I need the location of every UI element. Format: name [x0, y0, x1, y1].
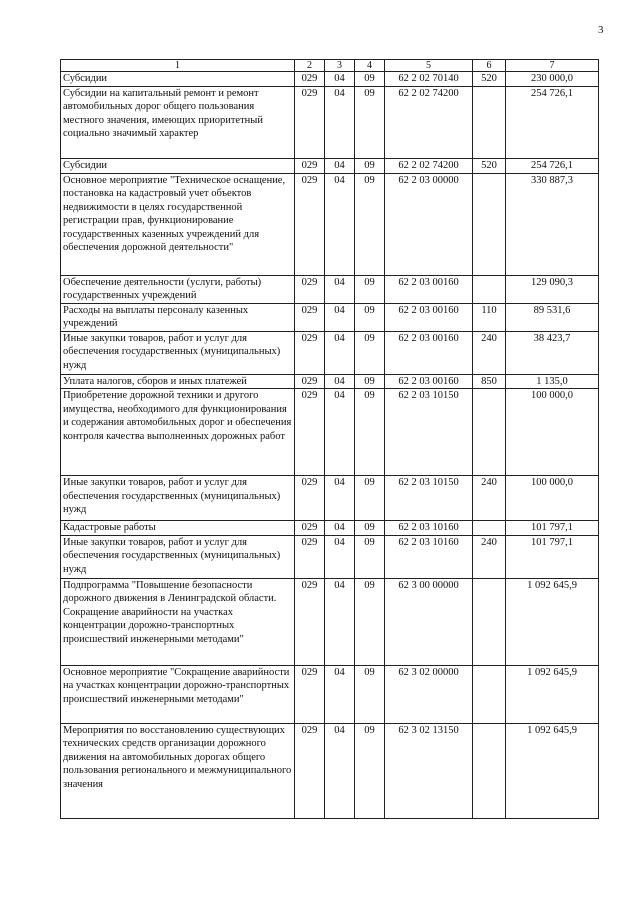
- row-rz: 04: [325, 86, 355, 158]
- row-sum: 89 531,6: [506, 303, 599, 331]
- row-sum: 1 135,0: [506, 374, 599, 389]
- row-gr: 029: [295, 521, 325, 536]
- row-rz: 04: [325, 303, 355, 331]
- column-header: 2: [295, 60, 325, 72]
- row-gr: 029: [295, 158, 325, 173]
- row-pr: 09: [355, 723, 385, 818]
- row-rz: 04: [325, 535, 355, 578]
- row-vr: 240: [473, 535, 506, 578]
- table-row: [61, 173, 599, 275]
- row-csr: 62 2 03 10160: [385, 521, 473, 536]
- table-row: [61, 476, 599, 521]
- column-header: 7: [506, 60, 599, 72]
- row-vr: 240: [473, 476, 506, 521]
- row-name: Субсидии: [61, 158, 295, 173]
- row-vr: 520: [473, 158, 506, 173]
- row-rz: 04: [325, 331, 355, 374]
- row-pr: 09: [355, 275, 385, 303]
- row-name: Субсидии: [61, 72, 295, 87]
- row-sum: 101 797,1: [506, 535, 599, 578]
- column-header: 5: [385, 60, 473, 72]
- row-pr: 09: [355, 86, 385, 158]
- row-vr: [473, 275, 506, 303]
- row-pr: 09: [355, 72, 385, 87]
- row-gr: 029: [295, 86, 325, 158]
- row-rz: 04: [325, 578, 355, 665]
- row-vr: [473, 578, 506, 665]
- row-vr: 850: [473, 374, 506, 389]
- row-pr: 09: [355, 158, 385, 173]
- row-vr: [473, 521, 506, 536]
- table-row: [61, 389, 599, 476]
- column-header: 3: [325, 60, 355, 72]
- row-sum: 254 726,1: [506, 158, 599, 173]
- column-header: 1: [61, 60, 295, 72]
- row-name: Приобретение дорожной техники и другого имущества, необходимого для функционирования и содержания автомобильных дорог и обеспечения контроля качества выполненных дорожных работ: [61, 389, 295, 476]
- row-csr: 62 3 02 13150: [385, 723, 473, 818]
- row-pr: 09: [355, 303, 385, 331]
- row-sum: 230 000,0: [506, 72, 599, 87]
- row-sum: 38 423,7: [506, 331, 599, 374]
- row-gr: 029: [295, 303, 325, 331]
- row-sum: 100 000,0: [506, 476, 599, 521]
- table-row: [61, 374, 599, 389]
- row-vr: 240: [473, 331, 506, 374]
- row-pr: 09: [355, 535, 385, 578]
- row-vr: [473, 389, 506, 476]
- row-rz: 04: [325, 173, 355, 275]
- row-name: Мероприятия по восстановлению существующих технических средств организации дорожного движения на автомобильных дорогах общего пользования регионального и межмуниципального значения: [61, 723, 295, 818]
- table-row: [61, 86, 599, 158]
- column-header: 6: [473, 60, 506, 72]
- row-csr: 62 2 03 00160: [385, 374, 473, 389]
- row-name: Кадастровые работы: [61, 521, 295, 536]
- budget-table: [60, 59, 599, 819]
- row-rz: 04: [325, 521, 355, 536]
- table-row: [61, 158, 599, 173]
- row-rz: 04: [325, 723, 355, 818]
- row-gr: 029: [295, 535, 325, 578]
- table-row: [61, 535, 599, 578]
- row-csr: 62 2 02 70140: [385, 72, 473, 87]
- table-header-row: [61, 60, 599, 72]
- row-vr: 110: [473, 303, 506, 331]
- row-sum: 100 000,0: [506, 389, 599, 476]
- row-vr: [473, 723, 506, 818]
- page-number: 3: [598, 24, 604, 36]
- row-csr: 62 2 03 10150: [385, 389, 473, 476]
- row-name: Обеспечение деятельности (услуги, работы) государственных учреждений: [61, 275, 295, 303]
- row-name: Расходы на выплаты персоналу казенных учреждений: [61, 303, 295, 331]
- row-vr: [473, 86, 506, 158]
- row-sum: 101 797,1: [506, 521, 599, 536]
- row-pr: 09: [355, 389, 385, 476]
- row-rz: 04: [325, 665, 355, 723]
- row-pr: 09: [355, 578, 385, 665]
- row-name: Иные закупки товаров, работ и услуг для обеспечения государственных (муниципальных) нужд: [61, 535, 295, 578]
- row-pr: 09: [355, 476, 385, 521]
- row-gr: 029: [295, 173, 325, 275]
- row-rz: 04: [325, 158, 355, 173]
- row-gr: 029: [295, 476, 325, 521]
- row-csr: 62 2 03 10150: [385, 476, 473, 521]
- row-csr: 62 2 02 74200: [385, 158, 473, 173]
- row-csr: 62 2 03 00160: [385, 275, 473, 303]
- row-name: Подпрограмма "Повышение безопасности дорожного движения в Ленинградской области. Сокращение аварийности на участках концентрации дорожно-транспортных происшествий инженерными методами": [61, 578, 295, 665]
- row-rz: 04: [325, 72, 355, 87]
- row-name: Иные закупки товаров, работ и услуг для обеспечения государственных (муниципальных) нужд: [61, 331, 295, 374]
- row-gr: 029: [295, 665, 325, 723]
- row-csr: 62 2 03 00160: [385, 331, 473, 374]
- row-sum: 330 887,3: [506, 173, 599, 275]
- row-name: Уплата налогов, сборов и иных платежей: [61, 374, 295, 389]
- row-sum: 254 726,1: [506, 86, 599, 158]
- row-vr: 520: [473, 72, 506, 87]
- row-gr: 029: [295, 723, 325, 818]
- table-row: [61, 665, 599, 723]
- row-gr: 029: [295, 389, 325, 476]
- row-rz: 04: [325, 389, 355, 476]
- row-csr: 62 3 02 00000: [385, 665, 473, 723]
- table-row: [61, 331, 599, 374]
- row-csr: 62 2 03 10160: [385, 535, 473, 578]
- row-gr: 029: [295, 374, 325, 389]
- row-sum: 1 092 645,9: [506, 723, 599, 818]
- row-gr: 029: [295, 275, 325, 303]
- row-name: Основное мероприятие "Техническое оснащение, постановка на кадастровый учет объектов недвижимости в целях государственной регистрации прав, функционирование государственных казенных учреждений для обеспечения дорожной деятельности": [61, 173, 295, 275]
- table-row: [61, 72, 599, 87]
- row-vr: [473, 173, 506, 275]
- table-row: [61, 521, 599, 536]
- row-csr: 62 2 03 00000: [385, 173, 473, 275]
- row-name: Основное мероприятие "Сокращение аварийности на участках концентрации дорожно-транспортных происшествий инженерными методами": [61, 665, 295, 723]
- column-header: 4: [355, 60, 385, 72]
- row-sum: 1 092 645,9: [506, 578, 599, 665]
- row-gr: 029: [295, 578, 325, 665]
- row-csr: 62 3 00 00000: [385, 578, 473, 665]
- row-name: Субсидии на капитальный ремонт и ремонт автомобильных дорог общего пользования местного значения, имеющих приоритетный социально значимый характер: [61, 86, 295, 158]
- row-pr: 09: [355, 374, 385, 389]
- row-sum: 129 090,3: [506, 275, 599, 303]
- row-pr: 09: [355, 173, 385, 275]
- row-csr: 62 2 02 74200: [385, 86, 473, 158]
- row-rz: 04: [325, 476, 355, 521]
- row-sum: 1 092 645,9: [506, 665, 599, 723]
- table-row: [61, 275, 599, 303]
- table-row: [61, 578, 599, 665]
- table-row: [61, 723, 599, 818]
- row-rz: 04: [325, 374, 355, 389]
- row-rz: 04: [325, 275, 355, 303]
- table-row: [61, 303, 599, 331]
- row-pr: 09: [355, 331, 385, 374]
- row-vr: [473, 665, 506, 723]
- row-pr: 09: [355, 521, 385, 536]
- row-csr: 62 2 03 00160: [385, 303, 473, 331]
- row-pr: 09: [355, 665, 385, 723]
- row-name: Иные закупки товаров, работ и услуг для обеспечения государственных (муниципальных) нужд: [61, 476, 295, 521]
- row-gr: 029: [295, 72, 325, 87]
- row-gr: 029: [295, 331, 325, 374]
